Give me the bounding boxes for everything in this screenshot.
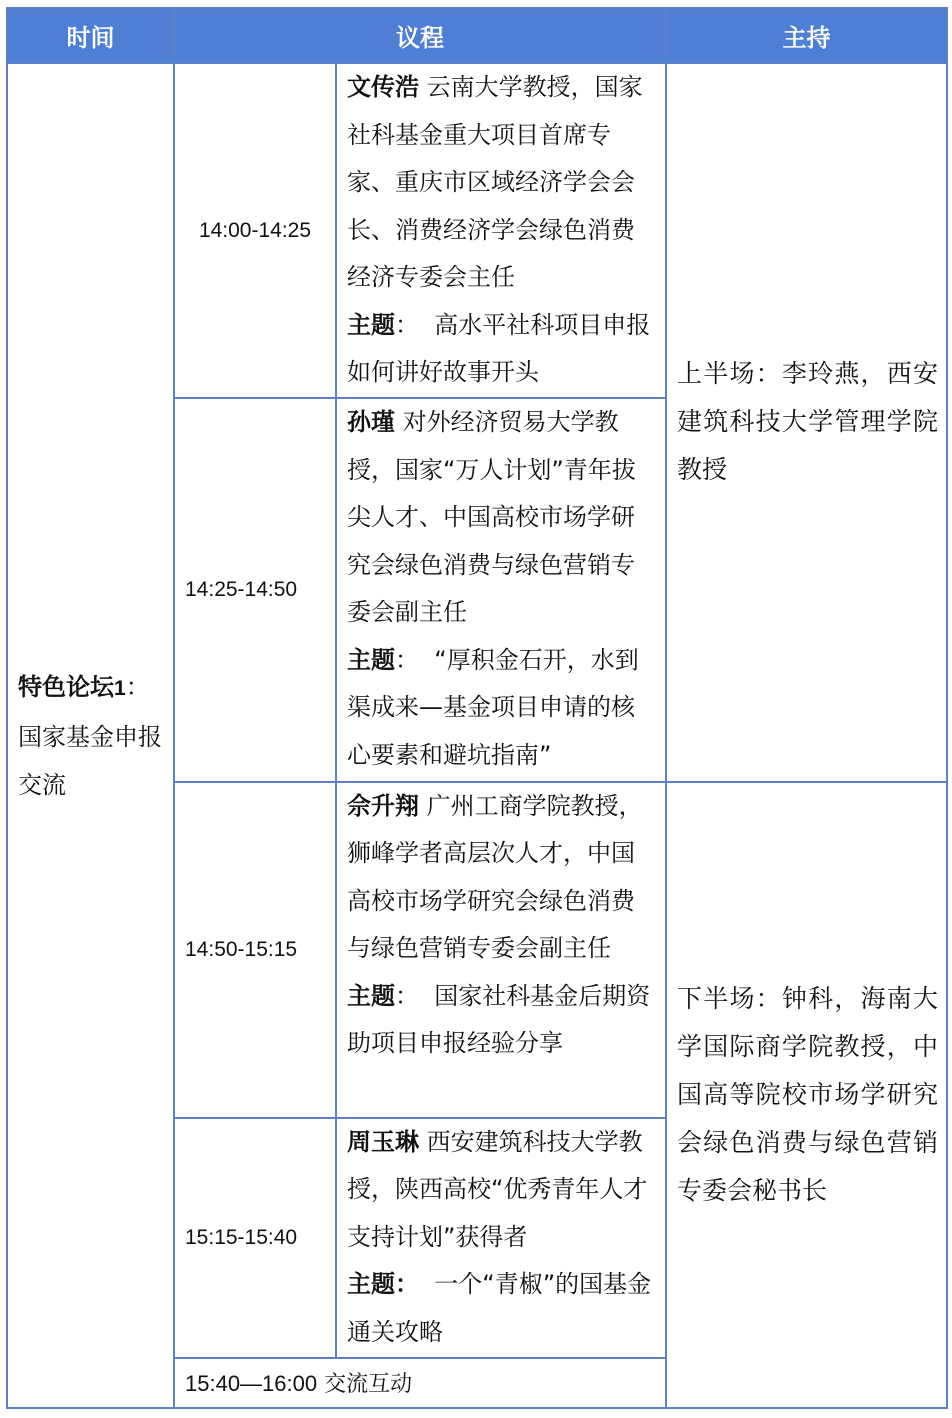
- speaker-name: 周玉琳: [347, 1127, 419, 1156]
- topic-label: 主题: [347, 1270, 395, 1299]
- topic-text: 一个“青椒”的国基金通关攻略: [347, 1270, 652, 1346]
- talk-cell: [336, 782, 666, 1118]
- header-host: 主持: [666, 8, 947, 63]
- final-cell: [174, 1358, 666, 1408]
- header-time: 时间: [7, 8, 174, 63]
- topic-label: 主题: [347, 310, 395, 339]
- session-colon: ：: [125, 672, 150, 701]
- session-cell: [7, 63, 174, 1408]
- agenda-table: [6, 7, 948, 1409]
- speaker-name: 佘升翔: [347, 791, 419, 820]
- talk-cell: [336, 1118, 666, 1358]
- speaker-bio: 对外经济贸易大学教授，国家“万人计划”青年拔尖人才、中国高校市场学研究会绿色消费与绿色营销专委会副主任: [347, 408, 636, 627]
- header-row: [7, 8, 947, 63]
- topic-label: 主题: [347, 981, 395, 1010]
- talk-cell: [336, 63, 666, 398]
- talk-time: 14:25-14:50: [174, 398, 336, 781]
- talk-cell: [336, 398, 666, 781]
- speaker-bio: 西安建筑科技大学教授，陕西高校“优秀青年人才支持计划”获得者: [347, 1127, 648, 1251]
- topic-text: 国家社科基金后期资助项目申报经验分享: [347, 981, 651, 1058]
- session-subtitle: 国家基金申报交流: [18, 722, 162, 799]
- topic-sep: ：: [395, 310, 419, 339]
- session-title: 特色论坛: [18, 672, 114, 701]
- header-agenda: 议程: [174, 8, 666, 63]
- host-first-half: 上半场：李玲燕，西安建筑科技大学管理学院教授: [666, 63, 947, 782]
- speaker-bio: 云南大学教授，国家社科基金重大项目首席专家、重庆市区域经济学会会长、消费经济学会绿色消费经济专委会主任: [347, 73, 643, 292]
- topic-text: 高水平社科项目申报如何讲好故事开头: [347, 310, 651, 387]
- speaker-bio: 广州工商学院教授，狮峰学者高层次人才，中国高校市场学研究会绿色消费与绿色营销专委会副主任: [347, 791, 643, 963]
- session-number: 1: [114, 676, 126, 700]
- topic-sep: ：: [395, 645, 419, 674]
- speaker-name: 文传浩: [347, 73, 419, 102]
- topic-label: 主题: [347, 645, 395, 674]
- talk-time: 14:50-15:15: [174, 782, 336, 1118]
- talk-time: 14:00-14:25: [174, 63, 336, 398]
- host-second-half: 下半场：钟科，海南大学国际商学院教授，中国高等院校市场学研究会绿色消费与绿色营销专委会秘书长: [666, 782, 947, 1408]
- talk-time: 15:15-15:40: [174, 1118, 336, 1358]
- topic-sep: ：: [395, 1270, 419, 1299]
- topic-text: “厚积金石开，水到渠成来—基金项目申请的核心要素和避坑指南”: [347, 645, 639, 769]
- speaker-name: 孙瑾: [347, 408, 395, 437]
- agenda-row: [7, 63, 947, 398]
- topic-sep: ：: [395, 981, 419, 1010]
- final-time: 15:40—16:00: [185, 1371, 318, 1397]
- final-label: 交流互动: [324, 1372, 413, 1398]
